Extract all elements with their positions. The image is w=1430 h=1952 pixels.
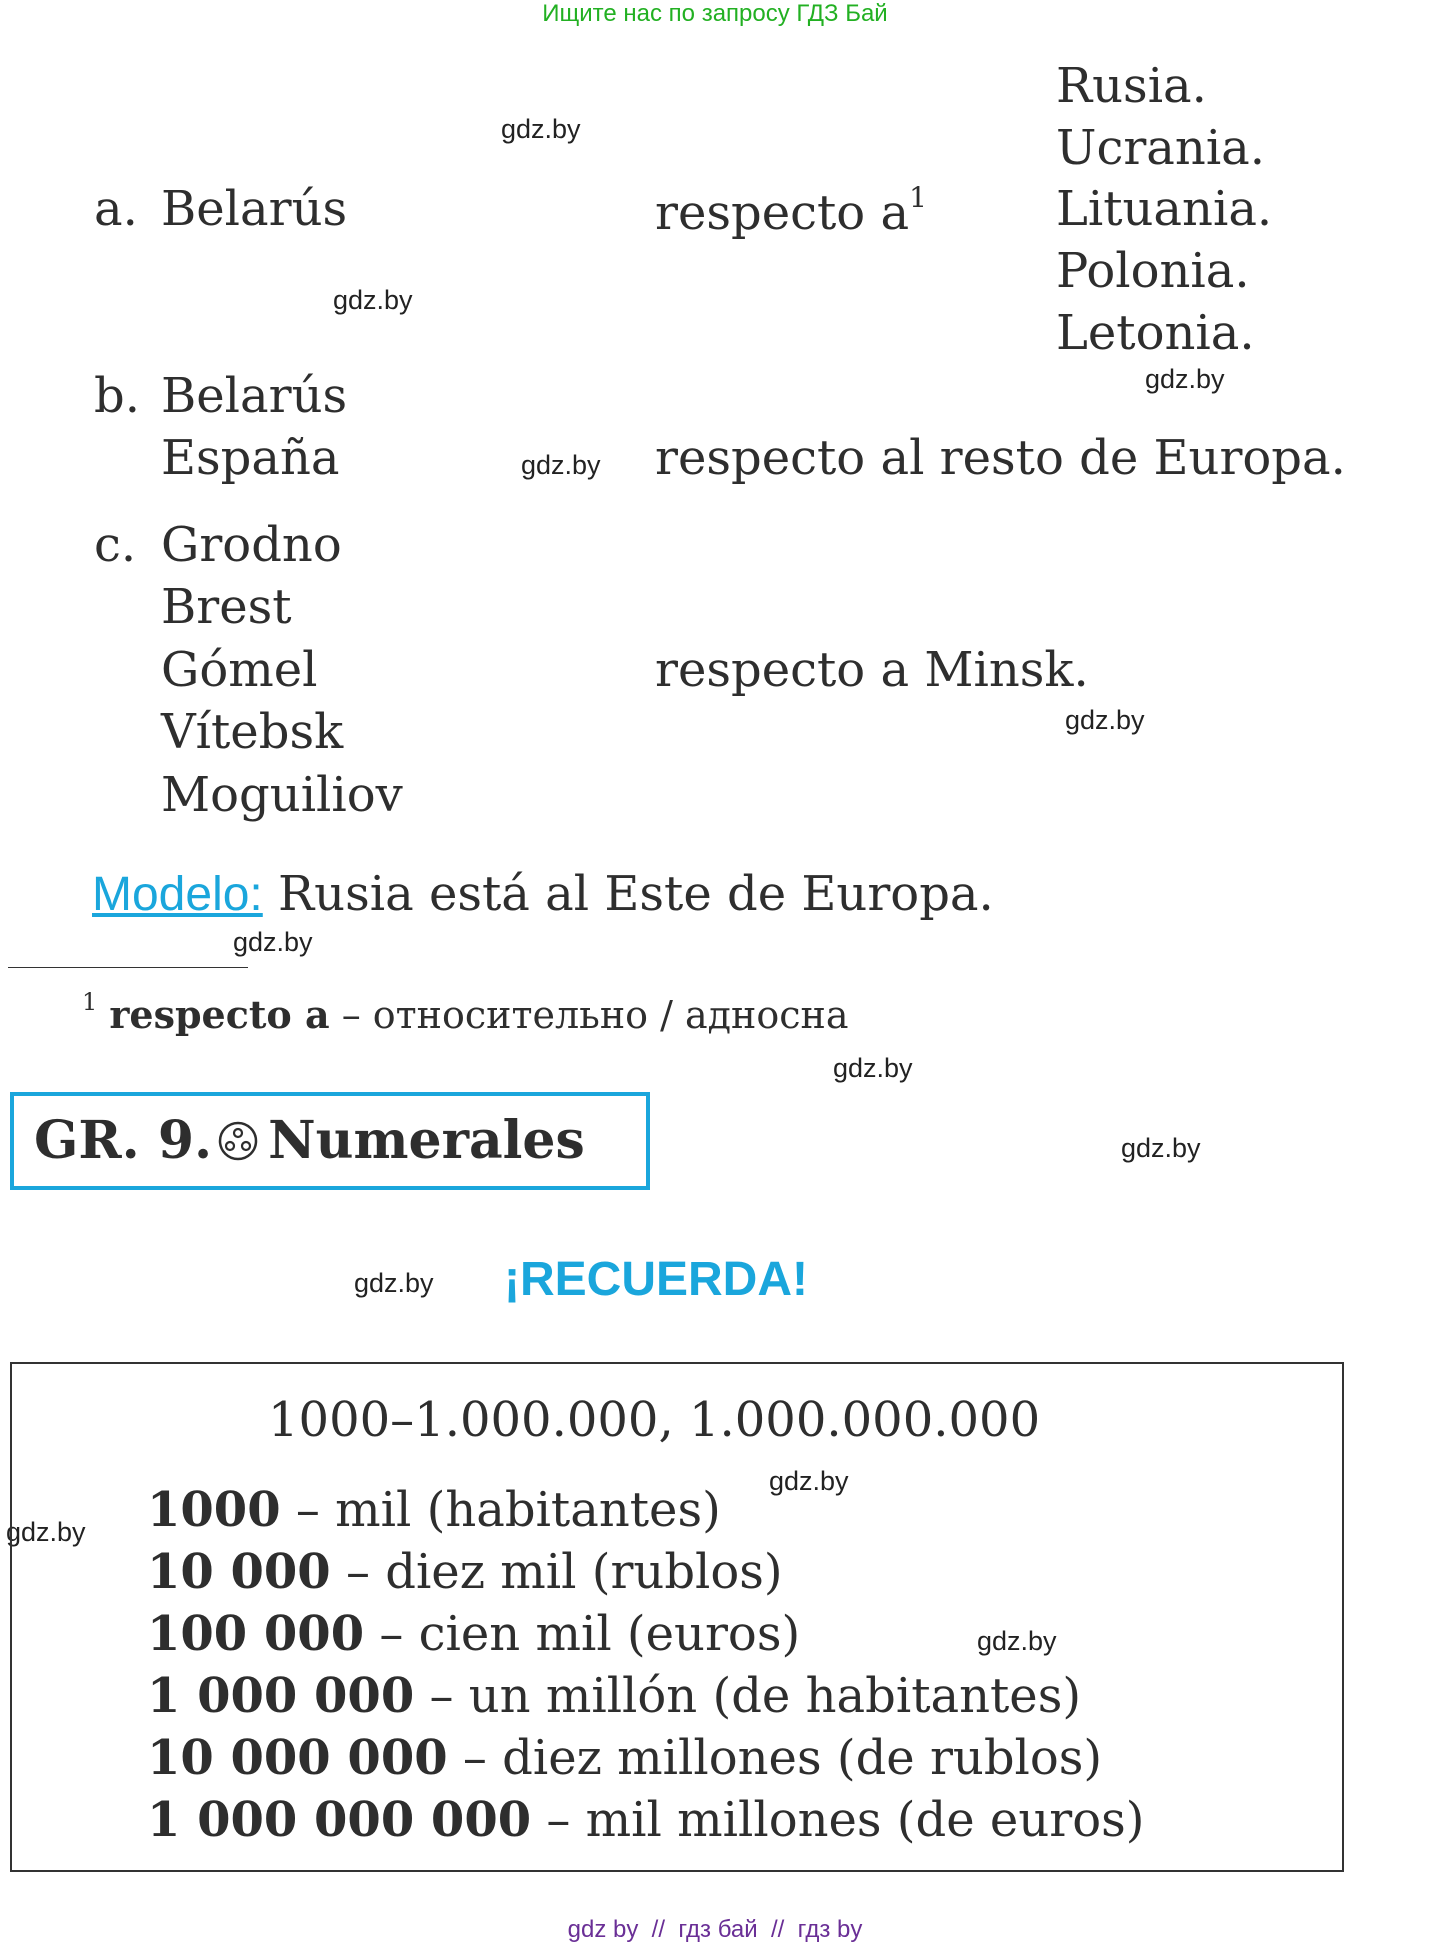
number-value: 1000	[147, 1482, 281, 1538]
watermark: gdz.by	[977, 1626, 1057, 1656]
target-country: Letonia.	[1056, 305, 1255, 361]
watermark: gdz.by	[354, 1268, 434, 1298]
number-words: – diez millones (de rublos)	[462, 1730, 1103, 1786]
number-words: – cien mil (euros)	[379, 1606, 801, 1662]
watermark: gdz.by	[333, 285, 413, 315]
section-heading	[34, 1110, 585, 1171]
target-country: Rusia.	[1056, 58, 1207, 114]
section-c-item: Vítebsk	[161, 704, 344, 760]
item-letter-c: c.	[94, 517, 137, 573]
watermark: gdz.by	[233, 927, 313, 957]
number-value: 10 000 000	[147, 1730, 448, 1786]
section-c-item: Brest	[161, 579, 292, 635]
target-country: Lituania.	[1056, 181, 1273, 237]
number-value: 1 000 000	[147, 1668, 415, 1724]
target-country: Ucrania.	[1056, 120, 1266, 176]
number-row	[147, 1730, 1102, 1786]
footnote-translation: – относительно / адносна	[341, 993, 849, 1037]
watermark: gdz.by	[1145, 364, 1225, 394]
numbers-box-title: 1000–1.000.000, 1.000.000.000	[268, 1392, 1041, 1448]
number-words: – mil millones (de euros)	[546, 1792, 1145, 1848]
footnote-number: 1	[82, 988, 98, 1016]
watermark: gdz.by	[6, 1517, 86, 1547]
modelo-label: Modelo:	[92, 868, 263, 921]
target-country: Polonia.	[1056, 243, 1250, 299]
number-value: 10 000	[147, 1544, 331, 1600]
number-row	[147, 1668, 1081, 1724]
listening-ear-icon	[218, 1113, 258, 1153]
modelo-line	[92, 866, 994, 922]
section-a-relation	[655, 181, 927, 241]
number-value: 100 000	[147, 1606, 365, 1662]
recuerda-heading: ¡RECUERDA!	[504, 1253, 808, 1306]
section-c-relation: respecto a Minsk.	[655, 642, 1089, 698]
watermark: gdz.by	[1065, 705, 1145, 735]
section-a-item: Belarús	[161, 181, 348, 237]
watermark: gdz.by	[501, 114, 581, 144]
number-row	[147, 1792, 1144, 1848]
number-value: 1 000 000 000	[147, 1792, 532, 1848]
modelo-text: Rusia está al Este de Europa.	[278, 866, 994, 922]
section-b-item: España	[161, 430, 340, 486]
number-row	[147, 1606, 800, 1662]
relation-text: respecto a	[655, 185, 910, 241]
watermark: gdz.by	[521, 450, 601, 480]
section-number: GR. 9.	[34, 1110, 213, 1171]
item-letter-a: a.	[94, 181, 138, 237]
footnote-term: respecto a	[109, 992, 330, 1037]
section-b-item: Belarús	[161, 368, 348, 424]
number-words: – diez mil (rublos)	[345, 1544, 783, 1600]
section-c-item: Moguiliov	[161, 767, 403, 823]
number-row	[147, 1482, 721, 1538]
bottom-banner: gdz by // гдз бай // гдз by	[567, 1916, 863, 1943]
watermark: gdz.by	[769, 1466, 849, 1496]
section-b-relation: respecto al resto de Europa.	[655, 430, 1346, 486]
section-title: Numerales	[268, 1110, 585, 1171]
number-words: – mil (habitantes)	[295, 1482, 721, 1538]
number-words: – un millón (de habitantes)	[429, 1668, 1082, 1724]
number-row	[147, 1544, 783, 1600]
top-banner: Ищите нас по запросу ГДЗ Бай	[542, 0, 888, 27]
footnote	[82, 988, 849, 1037]
section-c-item: Gómel	[161, 642, 318, 698]
footnote-marker: 1	[909, 181, 927, 214]
section-c-item: Grodno	[161, 517, 342, 573]
watermark: gdz.by	[833, 1053, 913, 1083]
item-letter-b: b.	[94, 368, 140, 424]
footnote-rule	[8, 967, 248, 968]
watermark: gdz.by	[1121, 1133, 1201, 1163]
